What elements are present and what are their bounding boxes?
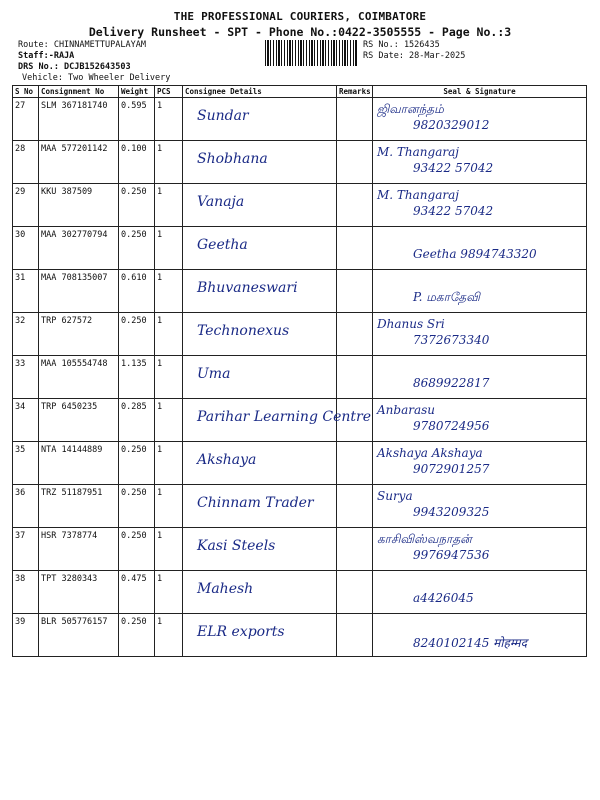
consignment-number: TRZ 51187951 — [39, 485, 119, 528]
col-consignee: Consignee Details — [183, 86, 337, 98]
signature-cell — [373, 614, 587, 657]
weight: 0.250 — [119, 313, 155, 356]
remarks — [337, 528, 373, 571]
weight: 0.595 — [119, 98, 155, 141]
signature-phone: 9943209325 — [413, 505, 490, 519]
pieces: 1 — [155, 485, 183, 528]
col-weight: Weight — [119, 86, 155, 98]
consignee-name: Kasi Steels — [197, 538, 276, 554]
remarks — [337, 270, 373, 313]
signature-phone: a4426045 — [413, 591, 474, 605]
serial-number: 38 — [13, 571, 39, 614]
consignment-number: TRP 6450235 — [39, 399, 119, 442]
consignee-name: ELR exports — [197, 624, 285, 640]
pieces: 1 — [155, 356, 183, 399]
signature-phone: 9780724956 — [413, 419, 490, 433]
remarks — [337, 98, 373, 141]
runsheet-table — [12, 85, 587, 657]
signature-name: Dhanus Sri — [377, 317, 445, 331]
signature-name: Anbarasu — [377, 403, 436, 417]
signature-phone: 7372673340 — [413, 333, 490, 347]
signature-cell — [373, 528, 587, 571]
signature-phone: P. மகாதேவி — [413, 290, 480, 304]
col-sno: S No — [13, 86, 39, 98]
consignee-cell — [183, 614, 337, 657]
weight: 0.250 — [119, 528, 155, 571]
pieces: 1 — [155, 313, 183, 356]
pieces: 1 — [155, 528, 183, 571]
table-row — [13, 184, 587, 227]
consignee-cell — [183, 528, 337, 571]
serial-number: 32 — [13, 313, 39, 356]
signature-cell — [373, 399, 587, 442]
pieces: 1 — [155, 184, 183, 227]
consignee-cell — [183, 442, 337, 485]
consignee-cell — [183, 313, 337, 356]
consignee-cell — [183, 399, 371, 442]
col-pcs: PCS — [155, 86, 183, 98]
pieces: 1 — [155, 270, 183, 313]
consignee-name: Vanaja — [197, 194, 245, 210]
consignee-name: Akshaya — [197, 452, 257, 468]
table-row — [13, 528, 587, 571]
table-row — [13, 98, 587, 141]
weight: 0.285 — [119, 399, 155, 442]
serial-number: 28 — [13, 141, 39, 184]
weight: 0.610 — [119, 270, 155, 313]
consignee-cell — [183, 270, 337, 313]
weight: 0.100 — [119, 141, 155, 184]
serial-number: 37 — [13, 528, 39, 571]
consignee-cell — [183, 141, 337, 184]
weight: 0.250 — [119, 227, 155, 270]
pieces: 1 — [155, 141, 183, 184]
company-title: THE PROFESSIONAL COURIERS, COIMBATORE — [173, 10, 427, 23]
serial-number: 36 — [13, 485, 39, 528]
signature-cell — [373, 485, 587, 528]
signature-name: ஜிவானந்தம் — [377, 102, 444, 116]
consignee-name: Mahesh — [197, 581, 254, 597]
table-row — [13, 485, 587, 528]
remarks — [337, 227, 373, 270]
signature-phone: Geetha 9894743320 — [413, 247, 537, 261]
consignee-cell — [183, 485, 337, 528]
remarks — [337, 442, 373, 485]
weight: 0.475 — [119, 571, 155, 614]
consignee-cell — [183, 356, 337, 399]
col-signature: Seal & Signature — [373, 86, 587, 98]
table-row — [13, 227, 587, 270]
weight: 0.250 — [119, 184, 155, 227]
serial-number: 34 — [13, 399, 39, 442]
consignee-name: Uma — [197, 366, 231, 382]
weight: 1.135 — [119, 356, 155, 399]
signature-phone: 93422 57042 — [413, 161, 494, 175]
signature-cell — [373, 356, 587, 399]
pieces: 1 — [155, 442, 183, 485]
consignee-cell — [183, 98, 337, 141]
signature-name: காசிவிஸ்வநாதன் — [377, 532, 472, 546]
table-row — [13, 614, 587, 657]
vehicle: Vehicle: Two Wheeler Delivery — [22, 73, 171, 83]
table-row — [13, 571, 587, 614]
barcode — [265, 40, 357, 66]
table-row — [13, 141, 587, 184]
signature-cell — [373, 184, 587, 227]
serial-number: 33 — [13, 356, 39, 399]
signature-cell — [373, 313, 587, 356]
consignee-name: Shobhana — [197, 151, 268, 167]
consignment-number: BLR 505776157 — [39, 614, 119, 657]
weight: 0.250 — [119, 485, 155, 528]
serial-number: 29 — [13, 184, 39, 227]
remarks — [337, 313, 373, 356]
pieces: 1 — [155, 98, 183, 141]
route: Route: CHINNAMETTUPALAYAM — [18, 40, 146, 50]
signature-name: M. Thangaraj — [377, 145, 459, 159]
table-row — [13, 356, 587, 399]
signature-cell — [373, 141, 587, 184]
consignee-cell — [183, 184, 337, 227]
remarks — [337, 356, 373, 399]
consignee-name: Chinnam Trader — [197, 495, 314, 511]
consignment-number: HSR 7378774 — [39, 528, 119, 571]
consignee-name: Geetha — [197, 237, 248, 253]
signature-phone: 8240102145 मोहम्मद — [413, 636, 527, 650]
signature-cell — [373, 270, 587, 313]
signature-name: M. Thangaraj — [377, 188, 459, 202]
consignment-number: NTA 14144889 — [39, 442, 119, 485]
consignment-number: MAA 577201142 — [39, 141, 119, 184]
table-header — [13, 86, 587, 98]
consignment-number: TPT 3280343 — [39, 571, 119, 614]
runsheet-title: Delivery Runsheet - SPT - Phone No.:0422-3505555 - Page No.:3 — [88, 25, 512, 39]
remarks — [337, 141, 373, 184]
consignment-number: SLM 367181740 — [39, 98, 119, 141]
serial-number: 39 — [13, 614, 39, 657]
consignee-name: Sundar — [197, 108, 249, 124]
signature-cell — [373, 571, 587, 614]
remarks — [337, 485, 373, 528]
pieces: 1 — [155, 614, 183, 657]
consignment-number: TRP 627572 — [39, 313, 119, 356]
consignee-name: Technonexus — [197, 323, 290, 339]
table-row — [13, 442, 587, 485]
remarks — [337, 571, 373, 614]
table-row — [13, 270, 587, 313]
pieces: 1 — [155, 571, 183, 614]
consignment-number: MAA 708135007 — [39, 270, 119, 313]
signature-phone: 8689922817 — [413, 376, 490, 390]
signature-cell — [373, 442, 587, 485]
serial-number: 35 — [13, 442, 39, 485]
col-remarks: Remarks — [337, 86, 373, 98]
serial-number: 31 — [13, 270, 39, 313]
signature-phone: 93422 57042 — [413, 204, 494, 218]
signature-phone: 9072901257 — [413, 462, 490, 476]
signature-name: Akshaya Akshaya — [377, 446, 483, 460]
consignee-name: Parihar Learning Centre — [197, 409, 371, 425]
signature-name: Surya — [377, 489, 413, 503]
pieces: 1 — [155, 227, 183, 270]
consignee-cell — [183, 227, 337, 270]
table-row — [13, 313, 587, 356]
signature-cell — [373, 227, 587, 270]
remarks — [337, 614, 373, 657]
consignee-cell — [183, 571, 337, 614]
table-row — [13, 399, 587, 442]
signature-phone: 9976947536 — [413, 548, 490, 562]
consignee-name: Bhuvaneswari — [197, 280, 298, 296]
weight: 0.250 — [119, 442, 155, 485]
consignment-number: KKU 387509 — [39, 184, 119, 227]
pieces: 1 — [155, 399, 183, 442]
col-consignment: Consignment No — [39, 86, 119, 98]
serial-number: 27 — [13, 98, 39, 141]
rs-date: RS Date: 28-Mar-2025 — [363, 51, 466, 61]
rs-number: RS No.: 1526435 — [363, 40, 440, 50]
staff: Staff:-RAJA — [18, 51, 75, 61]
consignment-number: MAA 105554748 — [39, 356, 119, 399]
consignment-number: MAA 302770794 — [39, 227, 119, 270]
weight: 0.250 — [119, 614, 155, 657]
serial-number: 30 — [13, 227, 39, 270]
drs-number: DRS No.: DCJB152643503 — [18, 62, 131, 72]
signature-phone: 9820329012 — [413, 118, 490, 132]
signature-cell — [373, 98, 587, 141]
remarks — [337, 184, 373, 227]
